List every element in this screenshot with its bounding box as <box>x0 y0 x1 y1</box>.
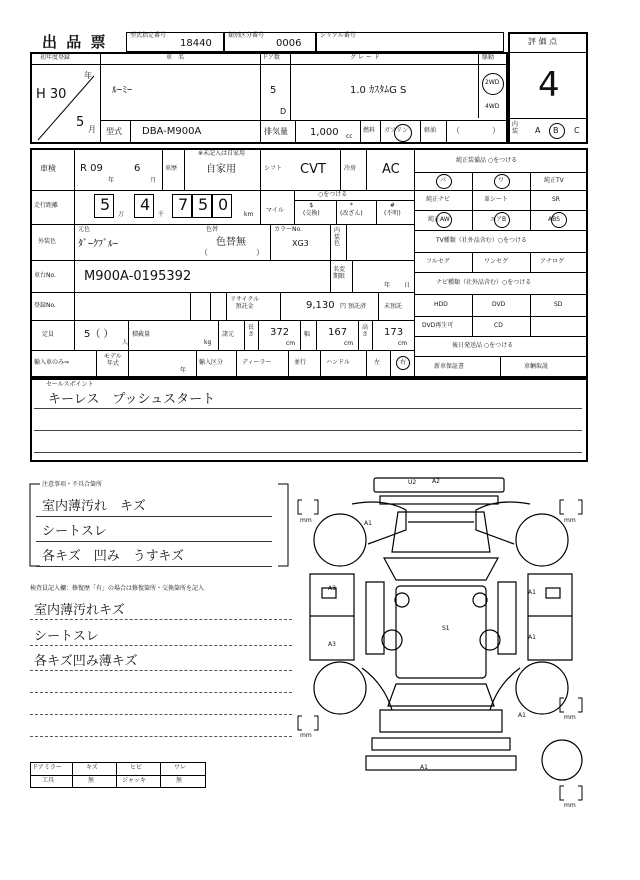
drive-label: 駆動 <box>482 54 495 61</box>
door-mirror-label: ドアミラー <box>32 764 62 771</box>
history-label: 車歴 <box>165 165 178 172</box>
exchange-label: $ (交換) <box>303 202 320 217</box>
navi-hdd: HDD <box>434 301 448 308</box>
doors-label: ドア数 <box>262 54 280 61</box>
handle-left: 左 <box>374 359 381 366</box>
inspection-month-value: 6 <box>134 163 141 174</box>
category-value: 0006 <box>276 38 302 49</box>
unknown-label: # (不明) <box>384 202 401 217</box>
equip-leather: 革シート <box>484 196 509 203</box>
name-change-label: 名変 期限 <box>333 266 346 281</box>
later-manual: 車輌取説 <box>524 363 549 370</box>
diagram-u2-label: U2 <box>408 479 417 486</box>
color-change-label: 色替 <box>206 226 219 233</box>
dealer-label: ディーラー <box>242 359 272 366</box>
navi-sd: SD <box>554 301 563 308</box>
tv-analog: アナログ <box>540 258 565 265</box>
diesel-label: 軽油 <box>424 127 437 134</box>
parallel-label: 並行 <box>294 359 307 366</box>
first-reg-month: 5 <box>76 115 85 130</box>
grade-value: 1.0 ｶｽﾀﾑG S <box>350 85 407 96</box>
capacity-label: 定員 <box>42 331 55 338</box>
equip-abs: ABS <box>548 216 560 223</box>
capacity-unit: 人 <box>122 339 129 346</box>
diagram-a1-rear-right: A1 <box>518 712 526 719</box>
color-no-label: カラーNo. <box>274 226 302 233</box>
navi-header: ナビ種類（社外品含む）○をつける <box>436 279 532 286</box>
interior-color-label: 内装色 <box>334 227 341 248</box>
equip-airbag: エアB <box>490 216 507 223</box>
inspector-header: 検査員記入欄：修復歴「有」の場合は修復箇所・交換箇所を記入 <box>30 585 205 592</box>
fuel-value: ガソリン <box>384 127 409 134</box>
tools-value: 無 <box>88 777 95 784</box>
capacity-value: 5（ ） <box>84 329 114 340</box>
first-reg-year: H 30 <box>36 87 67 102</box>
width-value: 167 <box>328 327 348 338</box>
equip-aw: 純正AW <box>428 216 450 223</box>
name-change-year: 年 <box>384 282 391 289</box>
doors-value: 5 <box>270 85 277 96</box>
length-label: 長さ <box>248 324 255 338</box>
mileage-digit-3: 7 <box>178 195 189 214</box>
history-value: 自家用 <box>206 164 236 175</box>
notes-line-1: 室内薄汚れ キズ <box>42 499 146 514</box>
history-note: ※未記入は自家用 <box>198 150 246 157</box>
recycle-label: リサイクル 預託金 <box>230 296 260 311</box>
serial-label: シリアル番号 <box>320 32 356 39</box>
inspector-line-3: 各キズ凹み薄キズ <box>34 654 138 669</box>
width-label: 幅 <box>304 331 311 338</box>
cooler-value: AC <box>382 162 400 177</box>
navi-dvd: DVD <box>492 301 506 308</box>
diagram-mm-front-right: mm <box>564 517 576 524</box>
recycle-value: 9,130 <box>306 300 335 311</box>
model-designation-label: 型式指定番号 <box>130 32 167 39</box>
diagram-a3-left-1: A3 <box>328 585 336 592</box>
first-reg-label: 初年度登録 <box>40 54 71 61</box>
name-change-day: 日 <box>404 282 411 289</box>
diagram-a1-right-1: A1 <box>528 589 536 596</box>
shift-label: シフト <box>264 165 283 172</box>
tampered-label: * (改ざん) <box>340 202 363 217</box>
handle-right: 右 <box>400 359 407 366</box>
dimensions-label: 諸元 <box>222 331 235 338</box>
chassis-value: M900A-0195392 <box>84 269 192 284</box>
height-unit: cm <box>398 340 408 347</box>
scratch-label: キズ <box>86 764 98 771</box>
interior-grade-label: 内装 <box>512 121 519 135</box>
first-reg-month-unit: 月 <box>88 125 96 134</box>
diagram-a3-left-2: A3 <box>328 641 336 648</box>
mile-label: マイル <box>266 207 284 214</box>
mileage-digit-2: 4 <box>140 195 151 214</box>
equip-power-steering: パ <box>440 177 447 184</box>
length-unit: cm <box>286 340 296 347</box>
import-label: 輸入車のみ⇒ <box>34 359 70 366</box>
mileage-km: km <box>244 211 254 218</box>
displacement-value: 1,000 <box>310 127 339 138</box>
interior-grade-a: A <box>535 126 541 135</box>
mileage-digit-5: 0 <box>218 195 229 214</box>
height-label: 高さ <box>362 324 369 338</box>
diagram-a1-bottom: A1 <box>420 764 428 771</box>
equip-sr: SR <box>552 196 560 203</box>
category-label: 類別区分番号 <box>228 32 265 39</box>
tv-header: TV種類（社外品含む）○をつける <box>436 237 528 244</box>
inspection-value: R 09 <box>80 163 103 174</box>
jack-label: ジャッキ <box>122 777 146 784</box>
notes-line-2: シートスレ <box>42 524 107 539</box>
notes-header: 注意事項・不具合箇所 <box>42 481 103 488</box>
height-value: 173 <box>384 327 404 338</box>
jack-value: 無 <box>176 777 183 784</box>
handle-label: ハンドル <box>326 359 351 366</box>
navi-cd: CD <box>494 322 503 329</box>
interior-grade-b: B <box>553 126 559 135</box>
original-color-value: ﾀﾞｰｸﾌﾞﾙｰ <box>78 239 118 250</box>
equip-power-window: ワ <box>498 177 505 184</box>
mileage-digit-4: 5 <box>198 195 209 214</box>
model-year-label: モデル 年式 <box>104 353 122 368</box>
grade-label: グ レ ー ド <box>350 54 380 61</box>
evaluation-score: 4 <box>538 65 560 105</box>
import-type-label: 輸入区分 <box>199 359 224 366</box>
diesel-bracket: （ ） <box>452 126 500 135</box>
fuel-label: 燃料 <box>363 127 376 134</box>
navi-dvd-play: DVD再生可 <box>422 322 454 329</box>
exterior-color-label: 外装色 <box>38 238 57 245</box>
sales-point-text: キーレス プッシュスタート <box>48 392 216 407</box>
diagram-a1-right-2: A1 <box>528 634 536 641</box>
break-label: ワレ <box>174 764 187 771</box>
drive-2wd: 2WD <box>485 79 500 86</box>
diagram-s1-label: S1 <box>442 625 450 632</box>
model-value: DBA-M900A <box>142 126 202 137</box>
mileage-unit-1: 万 <box>118 211 125 218</box>
model-year-unit: 年 <box>180 367 187 374</box>
cooler-label: 冷房 <box>344 165 357 172</box>
car-name-label: 車 名 <box>166 54 185 61</box>
model-designation-value: 18440 <box>180 38 212 49</box>
tools-label: 工具 <box>42 777 55 784</box>
doors-type: D <box>280 107 287 116</box>
diagram-mm-rear-left: mm <box>300 732 312 739</box>
length-value: 372 <box>270 327 290 338</box>
inspector-line-1: 室内薄汚れキズ <box>34 603 125 618</box>
later-header: 後日発送品 ○をつける <box>452 342 514 349</box>
color-no-value: XG3 <box>292 239 309 248</box>
mileage-digit-1: 5 <box>100 195 111 214</box>
recycle-unit: 円 <box>340 303 347 310</box>
displacement-unit: cc <box>346 133 353 140</box>
evaluation-label: 評 価 点 <box>528 37 558 46</box>
notes-line-3: 各キズ 凹み うすキズ <box>42 549 184 564</box>
drive-4wd: 4WD <box>485 103 500 110</box>
inspection-month-unit: 月 <box>150 177 157 184</box>
mileage-mark-header: ○をつける <box>318 191 348 198</box>
load-unit: kg <box>204 339 212 346</box>
first-reg-year-unit: 年 <box>84 71 92 80</box>
reg-no-label: 登録No. <box>34 302 56 309</box>
diagram-a1-front-left: A1 <box>364 520 372 527</box>
displacement-label: 排気量 <box>264 127 288 136</box>
diagram-mm-rear-right: mm <box>564 714 576 721</box>
width-unit: cm <box>344 340 354 347</box>
diagram-mm-spare: mm <box>564 802 576 809</box>
mileage-unit-2: 千 <box>158 211 165 218</box>
sales-point-label: セールスポイント <box>46 381 94 388</box>
sheet-title: 出 品 票 <box>42 33 108 51</box>
crack-label: ヒビ <box>130 764 143 771</box>
equipment-header: 純正装備品 ○をつける <box>456 157 518 164</box>
color-change-bracket: （ ） <box>200 248 264 257</box>
equip-tv: 純正TV <box>544 177 564 184</box>
recycle-paid: 預託済 <box>348 303 367 310</box>
inspector-line-2: シートスレ <box>34 629 99 644</box>
load-label: 積載量 <box>132 331 151 338</box>
chassis-label: 車台No. <box>34 272 56 279</box>
mileage-label: 走行距離 <box>34 202 59 209</box>
interior-grade-c: C <box>574 126 580 135</box>
color-change-value: 色替無 <box>216 237 246 248</box>
inspection-label: 車検 <box>40 164 56 173</box>
shift-value: CVT <box>300 162 326 177</box>
equip-navi: 純正ナビ <box>426 196 451 203</box>
sales-point-box <box>30 378 588 462</box>
later-warranty: 新車保証書 <box>434 363 465 370</box>
diagram-a2-label: A2 <box>432 478 440 485</box>
diagram-mm-front-left: mm <box>300 517 312 524</box>
recycle-unpaid: 未預託 <box>384 303 403 310</box>
inspection-year-unit: 年 <box>108 177 115 184</box>
tv-full: フルセグ <box>426 258 450 265</box>
tv-one: ワンセグ <box>484 258 509 265</box>
model-label: 型式 <box>106 127 122 136</box>
original-color-label: 元色 <box>78 226 91 233</box>
car-name-value: ﾙｰﾐｰ <box>112 85 132 96</box>
